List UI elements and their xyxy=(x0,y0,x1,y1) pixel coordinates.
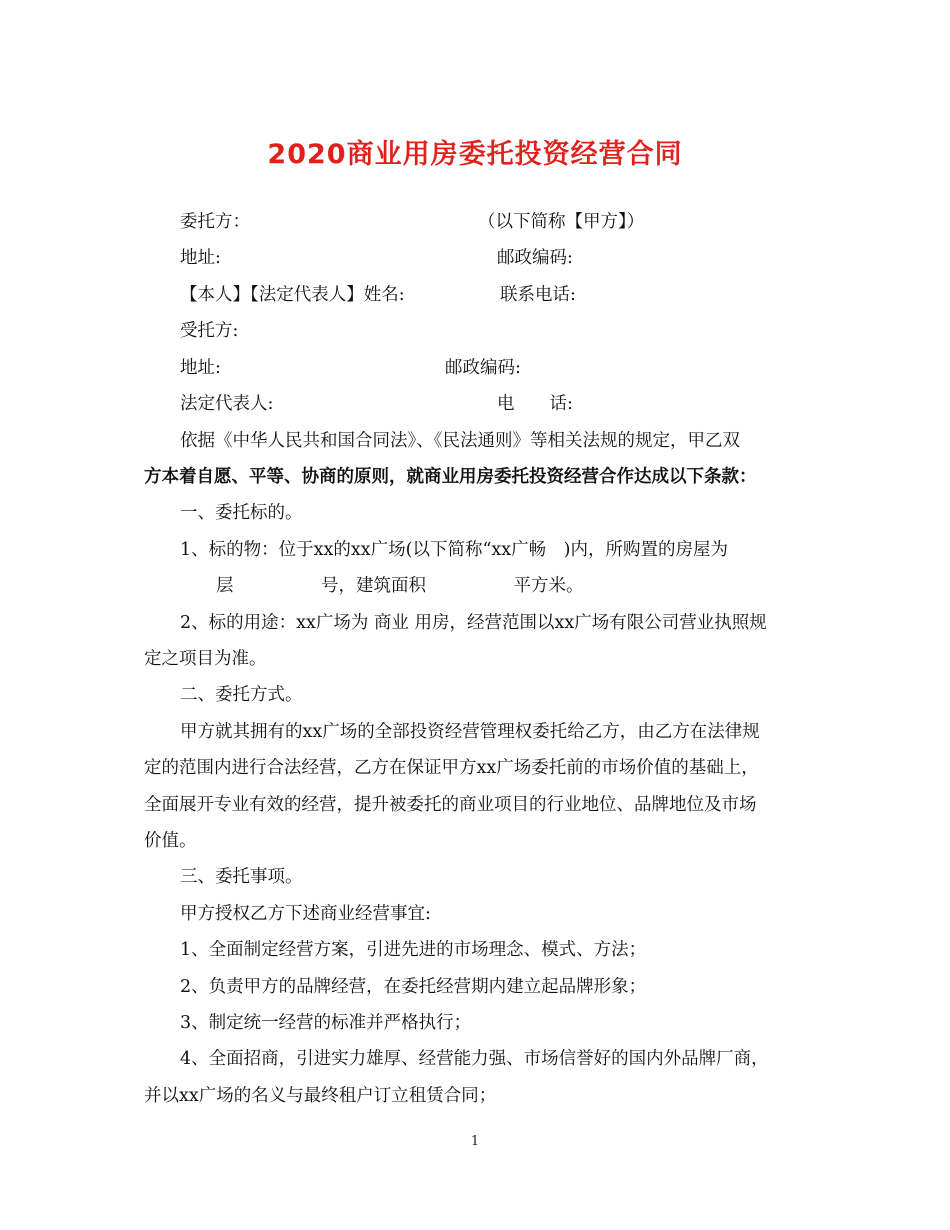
legal-rep-b-label: 法定代表人: xyxy=(180,394,274,414)
section-heading: 三、委托事项。 xyxy=(180,867,303,887)
address-a-label: 地址: xyxy=(180,248,221,268)
paragraph-line: 依据《中华人民共和国合同法》、《民法通则》等相关法规的规定，甲乙双 xyxy=(180,431,740,451)
paragraph-line: 2、负责甲方的品牌经营，在委托经营期内建立起品牌形象； xyxy=(180,977,647,997)
phone-b-label: 电 话: xyxy=(497,394,573,414)
section-heading: 一、委托标的。 xyxy=(180,503,303,523)
paragraph-line: 4、全面招商，引进实力雄厚、经营能力强、市场信誉好的国内外品牌厂商， xyxy=(180,1049,769,1069)
section-heading: 二、委托方式。 xyxy=(180,685,303,705)
address-b-label: 地址: xyxy=(180,358,221,378)
paragraph-line: 层 号，建筑面积 平方米。 xyxy=(216,576,584,596)
zip-a-label: 邮政编码: xyxy=(497,248,573,268)
paragraph-line: 2、标的用途：xx广场为 商业 用房，经营范围以xx广场有限公司营业执照规 xyxy=(180,613,767,633)
paragraph-line: 定之项目为准。 xyxy=(144,649,267,669)
paragraph-line: 并以xx广场的名义与最终租户订立租赁合同； xyxy=(144,1086,497,1106)
paragraph-line: 1、标的物：位于xx的xx广场(以下简称“xx广畅 )内，所购置的房屋为 xyxy=(180,540,728,560)
paragraph-line: 甲方就其拥有的xx广场的全部投资经营管理权委托给乙方，由乙方在法律规 xyxy=(180,722,760,742)
paragraph-line: 3、制定统一经营的标准并严格执行； xyxy=(180,1013,472,1033)
entrustor-note: （以下简称【甲方】） xyxy=(478,212,645,232)
document-title: 2020商业用房委托投资经营合同 xyxy=(267,139,683,170)
zip-b-label: 邮政编码: xyxy=(445,358,521,378)
name-a-label: 【本人】【法定代表人】姓名: xyxy=(180,285,405,305)
page-number: 1 xyxy=(470,1134,480,1149)
phone-a-label: 联系电话: xyxy=(500,285,576,305)
paragraph-line: 方本着自愿、平等、协商的原则，就商业用房委托投资经营合作达成以下条款： xyxy=(144,467,757,487)
paragraph-line: 甲方授权乙方下述商业经营事宜: xyxy=(180,904,431,924)
paragraph-line: 定的范围内进行合法经营，乙方在保证甲方xx广场委托前的市场价值的基础上， xyxy=(144,758,759,778)
paragraph-line: 价值。 xyxy=(144,831,197,851)
trustee-label: 受托方: xyxy=(180,321,239,341)
entrustor-label: 委托方： xyxy=(180,212,250,232)
paragraph-line: 全面展开专业有效的经营，提升被委托的商业项目的行业地位、品牌地位及市场 xyxy=(144,795,757,815)
paragraph-line: 1、全面制定经营方案，引进先进的市场理念、模式、方法； xyxy=(180,940,647,960)
